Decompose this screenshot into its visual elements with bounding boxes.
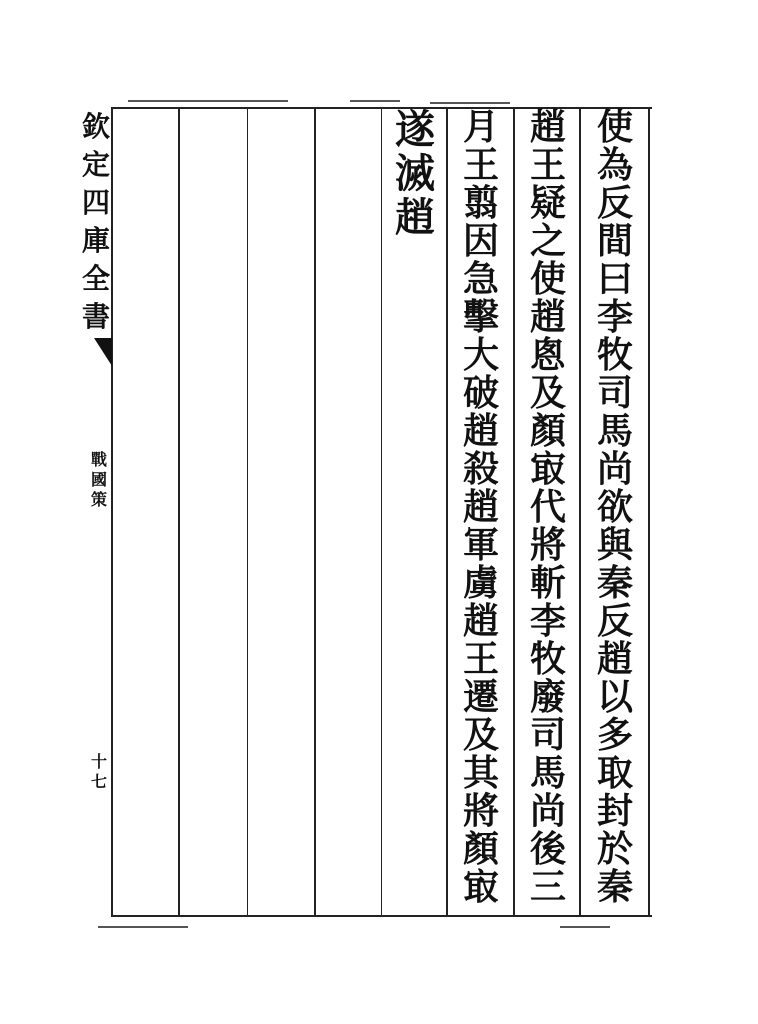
text-glyph: 其: [462, 752, 499, 794]
text-glyph: 及: [462, 714, 499, 756]
column-rule: [446, 107, 448, 917]
book-title: [82, 108, 110, 336]
section-label: [88, 450, 110, 510]
text-glyph: 馬: [529, 752, 566, 794]
section-glyph: 國: [90, 470, 107, 489]
text-glyph: 反: [596, 182, 633, 224]
text-glyph: 尚: [529, 790, 566, 832]
text-glyph: 趙: [529, 296, 566, 338]
text-glyph: 擊: [462, 296, 499, 338]
text-glyph: 遷: [462, 676, 499, 718]
text-glyph: 趙: [596, 638, 633, 680]
text-glyph: 間: [596, 220, 633, 262]
frame-top: [112, 107, 652, 109]
text-glyph: 王: [462, 144, 499, 186]
text-glyph: 將: [462, 790, 499, 832]
text-glyph: 王: [462, 638, 499, 680]
column-rule: [178, 107, 180, 917]
fish-tail-mark: [94, 338, 112, 366]
book-title-glyph: 庫: [82, 224, 111, 257]
text-glyph: 馬: [596, 410, 633, 452]
text-glyph: 多: [596, 714, 633, 756]
text-glyph: 牧: [529, 638, 566, 680]
text-glyph: 顏: [529, 410, 566, 452]
top-rule: [430, 102, 510, 104]
text-glyph: 秦: [596, 866, 633, 908]
book-title-glyph: 四: [82, 186, 111, 219]
text-glyph: 李: [596, 296, 633, 338]
text-glyph: 使: [596, 106, 633, 148]
text-glyph: 翦: [462, 182, 499, 224]
text-glyph: 秦: [596, 562, 633, 604]
text-column-4: [392, 108, 438, 240]
book-title-glyph: 定: [82, 148, 111, 181]
text-glyph: 於: [596, 828, 633, 870]
section-glyph: 策: [90, 490, 107, 509]
top-rule: [128, 100, 288, 102]
text-glyph: 使: [529, 258, 566, 300]
text-glyph: 㝡: [529, 448, 566, 490]
book-title-glyph: 欽: [82, 110, 111, 143]
text-glyph: 趙: [462, 600, 499, 642]
text-glyph: 㝡: [462, 866, 499, 908]
text-glyph: 趙: [462, 410, 499, 452]
text-glyph: 趙: [529, 106, 566, 148]
text-glyph: 疑: [529, 182, 566, 224]
text-glyph: 後: [529, 828, 566, 870]
top-rule: [350, 100, 400, 102]
text-glyph: 將: [529, 524, 566, 566]
text-glyph: 殺: [462, 448, 499, 490]
text-glyph: 與: [596, 524, 633, 566]
text-glyph: 取: [596, 752, 633, 794]
text-glyph: 及: [529, 372, 566, 414]
frame-bottom: [112, 915, 652, 917]
column-rule: [314, 107, 316, 917]
text-glyph: 月: [462, 106, 499, 148]
frame-left: [111, 107, 113, 917]
text-glyph: 悤: [529, 334, 566, 376]
text-glyph: 斬: [529, 562, 566, 604]
text-glyph: 王: [529, 144, 566, 186]
frame-right: [648, 107, 650, 917]
text-glyph: 之: [529, 220, 566, 262]
text-glyph: 顏: [462, 828, 499, 870]
column-rule: [513, 107, 515, 917]
text-glyph: 破: [462, 372, 499, 414]
text-glyph: 遂: [395, 106, 435, 153]
text-glyph: 滅: [395, 150, 435, 197]
text-glyph: 趙: [462, 486, 499, 528]
text-column-3: [458, 108, 504, 906]
text-glyph: 以: [596, 676, 633, 718]
column-rule: [381, 107, 382, 917]
text-glyph: 軍: [462, 524, 499, 566]
text-glyph: 欲: [596, 486, 633, 528]
text-glyph: 牧: [596, 334, 633, 376]
text-glyph: 反: [596, 600, 633, 642]
text-glyph: 李: [529, 600, 566, 642]
text-glyph: 封: [596, 790, 633, 832]
text-glyph: 司: [529, 714, 566, 756]
text-glyph: 大: [462, 334, 499, 376]
text-glyph: 廢: [529, 676, 566, 718]
text-glyph: 曰: [596, 258, 633, 300]
column-rule: [247, 107, 248, 917]
page-number: [88, 752, 110, 792]
text-glyph: 為: [596, 144, 633, 186]
text-glyph: 急: [462, 258, 499, 300]
column-rule: [579, 107, 581, 917]
section-glyph: 戰: [90, 450, 107, 469]
text-glyph: 司: [596, 372, 633, 414]
page-number-glyph: 十: [90, 752, 107, 771]
text-glyph: 尚: [596, 448, 633, 490]
book-title-glyph: 全: [82, 262, 111, 295]
bottom-rule: [560, 926, 610, 928]
text-glyph: 趙: [395, 194, 435, 241]
text-glyph: 三: [529, 866, 566, 908]
page-number-glyph: 七: [90, 772, 107, 791]
book-title-glyph: 書: [82, 300, 111, 333]
text-glyph: 虜: [462, 562, 499, 604]
text-glyph: 因: [462, 220, 499, 262]
text-column-1: [592, 108, 638, 906]
text-column-2: [525, 108, 571, 906]
text-glyph: 代: [529, 486, 566, 528]
bottom-rule: [98, 926, 188, 928]
